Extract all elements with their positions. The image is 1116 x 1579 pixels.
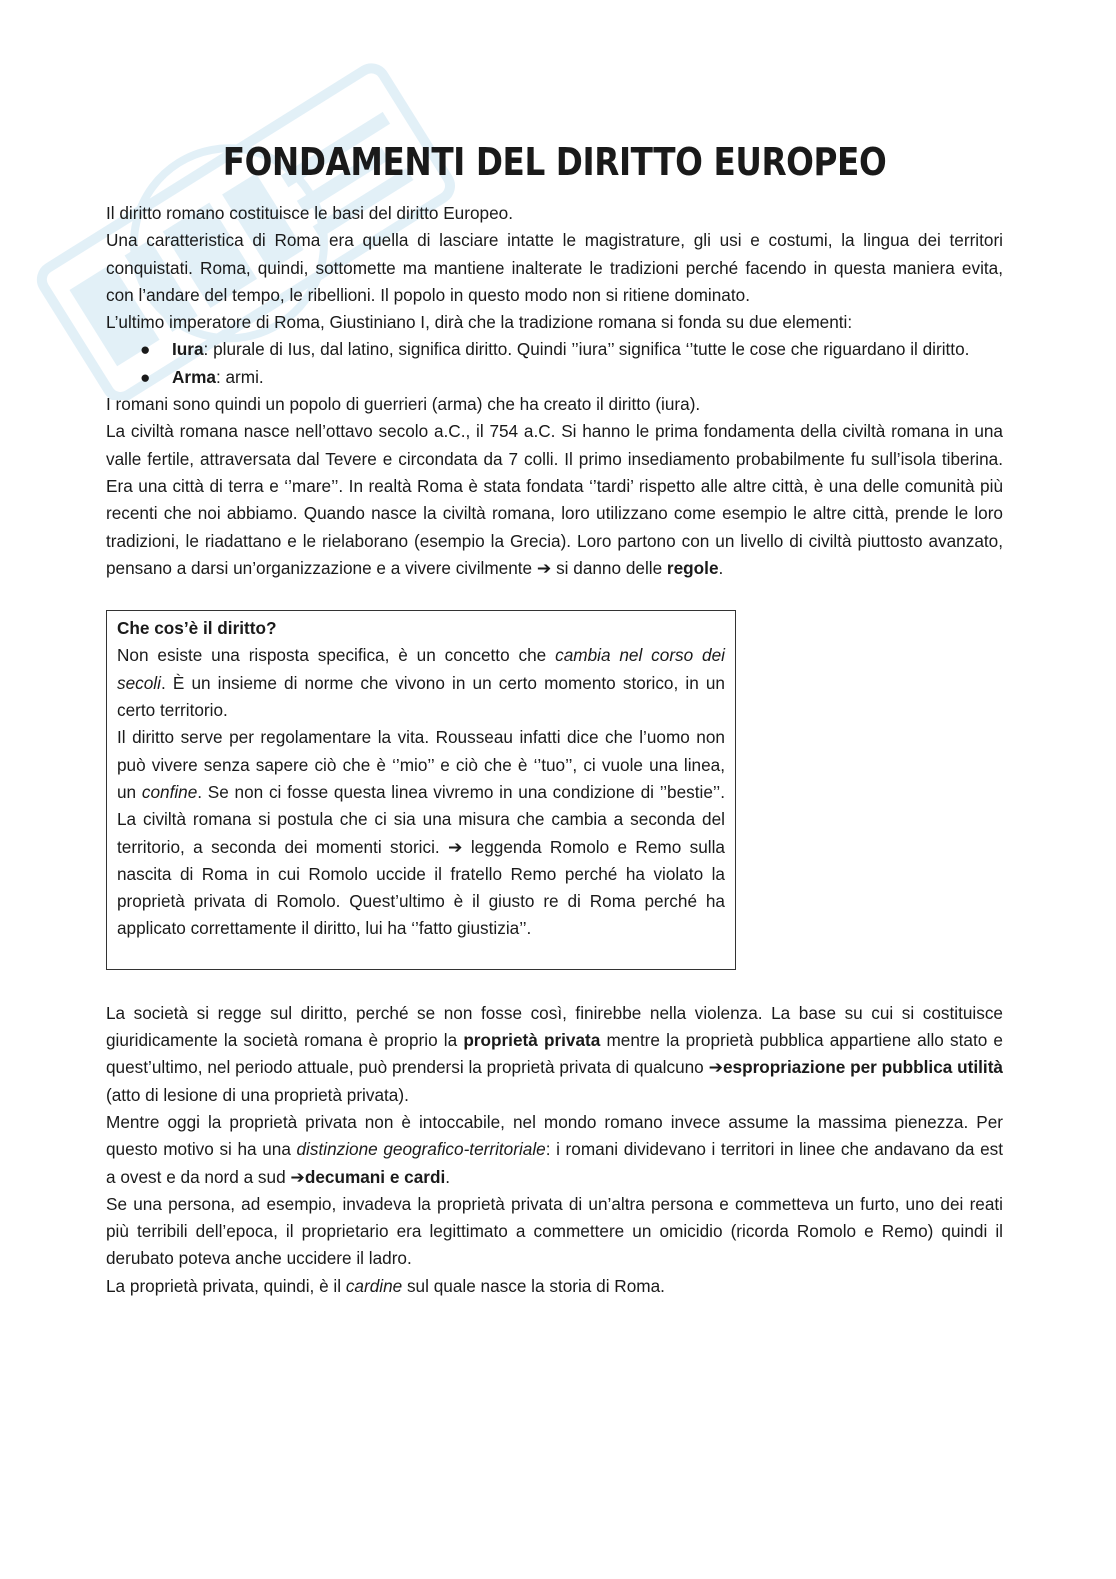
italic-term: confine bbox=[141, 781, 198, 802]
text-run: . È un insieme di norme che vivono in un certo momento storico, in un certo territorio. bbox=[117, 672, 725, 721]
bold-term: Arma bbox=[172, 366, 216, 387]
text-run: : i romani dividevano i territori in linee che andavano da est a ovest e da nord a sud bbox=[106, 1139, 1004, 1187]
bold-term: Che cos’è il diritto? bbox=[117, 618, 277, 639]
text-run: Non esiste una risposta specifica, è un concetto che bbox=[117, 645, 556, 666]
text-run: Mentre oggi la proprietà privata non è intoccabile, nel mondo romano invece assume la massima pienezza. Per questo motivo si ha una bbox=[106, 1111, 1003, 1160]
bullet-icon: ● bbox=[140, 366, 151, 387]
bold-term: regole bbox=[666, 557, 719, 578]
text-run: . bbox=[445, 1166, 451, 1187]
text-run: Il diritto serve per regolamentare la vita. Rousseau infatti dice che l’uomo non può vivere senza sapere ciò che è ‘’mio’’ e ciò che è ‘’tuo’’, ci vuole una linea, un bbox=[117, 727, 725, 802]
body-section bbox=[106, 1000, 1003, 1300]
document-page bbox=[106, 138, 1003, 1300]
text-run: si danno delle bbox=[551, 557, 667, 578]
bullet-icon: ● bbox=[140, 339, 151, 360]
text-run: sul quale nasce la storia di Roma. bbox=[402, 1275, 665, 1296]
text-run: La civiltà romana nasce nell’ottavo secolo a.C., il 754 a.C. Si hanno le prima fondamenta della civiltà romana in una valle fertile, attraversata dal Tevere e circondata da 7 colli. Il primo insediamento probabilmente fu sull’isola tiberina. Era una città di terra e ‘’mare’’. In realtà Roma è stata fondata ‘’tardi’ rispetto alle altre città, è una delle comunità più recenti che noi abbiamo. Quando nasce la civiltà romana, loro utilizzano come esempio le altre città, prende le loro tradizioni, le riadattano e le rielaborano (esempio la Grecia). Loro partono con un livello di civiltà piuttosto avanzato, pensano a darsi un’organizzazione e a vivere civilmente bbox=[106, 421, 1003, 578]
list-item-text: : armi. bbox=[215, 366, 264, 387]
list-item bbox=[140, 364, 1003, 391]
text-run: . bbox=[718, 557, 724, 578]
paragraph bbox=[106, 418, 1003, 582]
text-run: (atto di lesione di una proprietà privata). bbox=[106, 1084, 409, 1105]
definition-box bbox=[106, 610, 736, 970]
bold-term: Iura bbox=[172, 339, 204, 360]
italic-term: distinzione geografico-territoriale bbox=[296, 1139, 546, 1160]
bold-term: proprietà privata bbox=[463, 1030, 601, 1051]
paragraph: Il diritto romano costituisce le basi del diritto Europeo. bbox=[106, 203, 513, 223]
paragraph: I romani sono quindi un popolo di guerrieri (arma) che ha creato il diritto (iura). bbox=[106, 394, 701, 415]
paragraph: Una caratteristica di Roma era quella di lasciare intatte le magistrature, gli usi e costumi, la lingua dei territori conquistati. Roma, quindi, sottomette ma mantiene inalterate le tradizioni perché facendo in questa maniera evita, con l’andare del tempo, le ribellioni. Il popolo in questo modo non si ritiene dominato. bbox=[106, 230, 1003, 305]
paragraph: L’ultimo imperatore di Roma, Giustiniano I, dirà che la tradizione romana si fonda su due elementi: bbox=[106, 312, 853, 333]
text-run: mentre la proprietà pubblica appartiene allo stato e quest’ultimo, nel periodo attuale, può prendersi la proprietà privata di qualcuno bbox=[106, 1030, 1003, 1078]
paragraph bbox=[117, 642, 725, 724]
arrow-icon: ➔ bbox=[708, 1057, 723, 1078]
bold-term: decumani e cardi bbox=[304, 1166, 446, 1187]
list-item-text: : plurale di Ius, dal latino, significa diritto. Quindi ’’iura’’ significa ‘’tutte le cose che riguardano il diritto. bbox=[203, 339, 970, 360]
text-run: . Se non ci fosse questa linea vivremo in una condizione di ’’bestie’’. La civiltà romana si postula che ci sia una misura che cambia a seconda del territorio, a seconda dei momenti storici. bbox=[117, 781, 725, 857]
paragraph bbox=[106, 1273, 1003, 1300]
arrow-icon: ➔ bbox=[448, 836, 463, 857]
paragraph bbox=[117, 724, 725, 942]
text-run: La società si regge sul diritto, perché se non fosse così, finirebbe nella violenza. La base su cui si costituisce giuridicamente la società romana è proprio la bbox=[106, 1002, 1003, 1051]
bullet-list bbox=[106, 336, 1003, 391]
paragraph: Se una persona, ad esempio, invadeva la proprietà privata di un’altra persona e commetteva un furto, uno dei reati più terribili dell’epoca, il proprietario era legittimato a commettere un omicidio (ricorda Romolo e Remo) quindi il derubato poteva anche uccidere il ladro. bbox=[106, 1193, 1003, 1269]
text-run: La proprietà privata, quindi, è il bbox=[106, 1275, 346, 1296]
paragraph bbox=[106, 1109, 1003, 1191]
paragraph bbox=[106, 1000, 1003, 1109]
list-item bbox=[140, 336, 1003, 363]
arrow-icon: ➔ bbox=[536, 557, 552, 578]
text-run: leggenda Romolo e Remo sulla nascita di Roma in cui Romolo uccide il fratello Remo perché ha violato la proprietà privata di Romolo. Quest’ultimo è il giusto re di Roma perché ha applicato correttamente il diritto, lui ha ‘’fatto giustizia’’. bbox=[117, 836, 725, 939]
italic-term: cambia nel corso dei secoli bbox=[117, 645, 725, 693]
page-title: FONDAMENTI DEL DIRITTO EUROPEO bbox=[222, 140, 887, 184]
arrow-icon: ➔ bbox=[290, 1166, 305, 1187]
bold-term: espropriazione per pubblica utilità bbox=[723, 1057, 1003, 1078]
italic-term: cardine bbox=[345, 1275, 403, 1296]
box-heading bbox=[117, 615, 725, 642]
